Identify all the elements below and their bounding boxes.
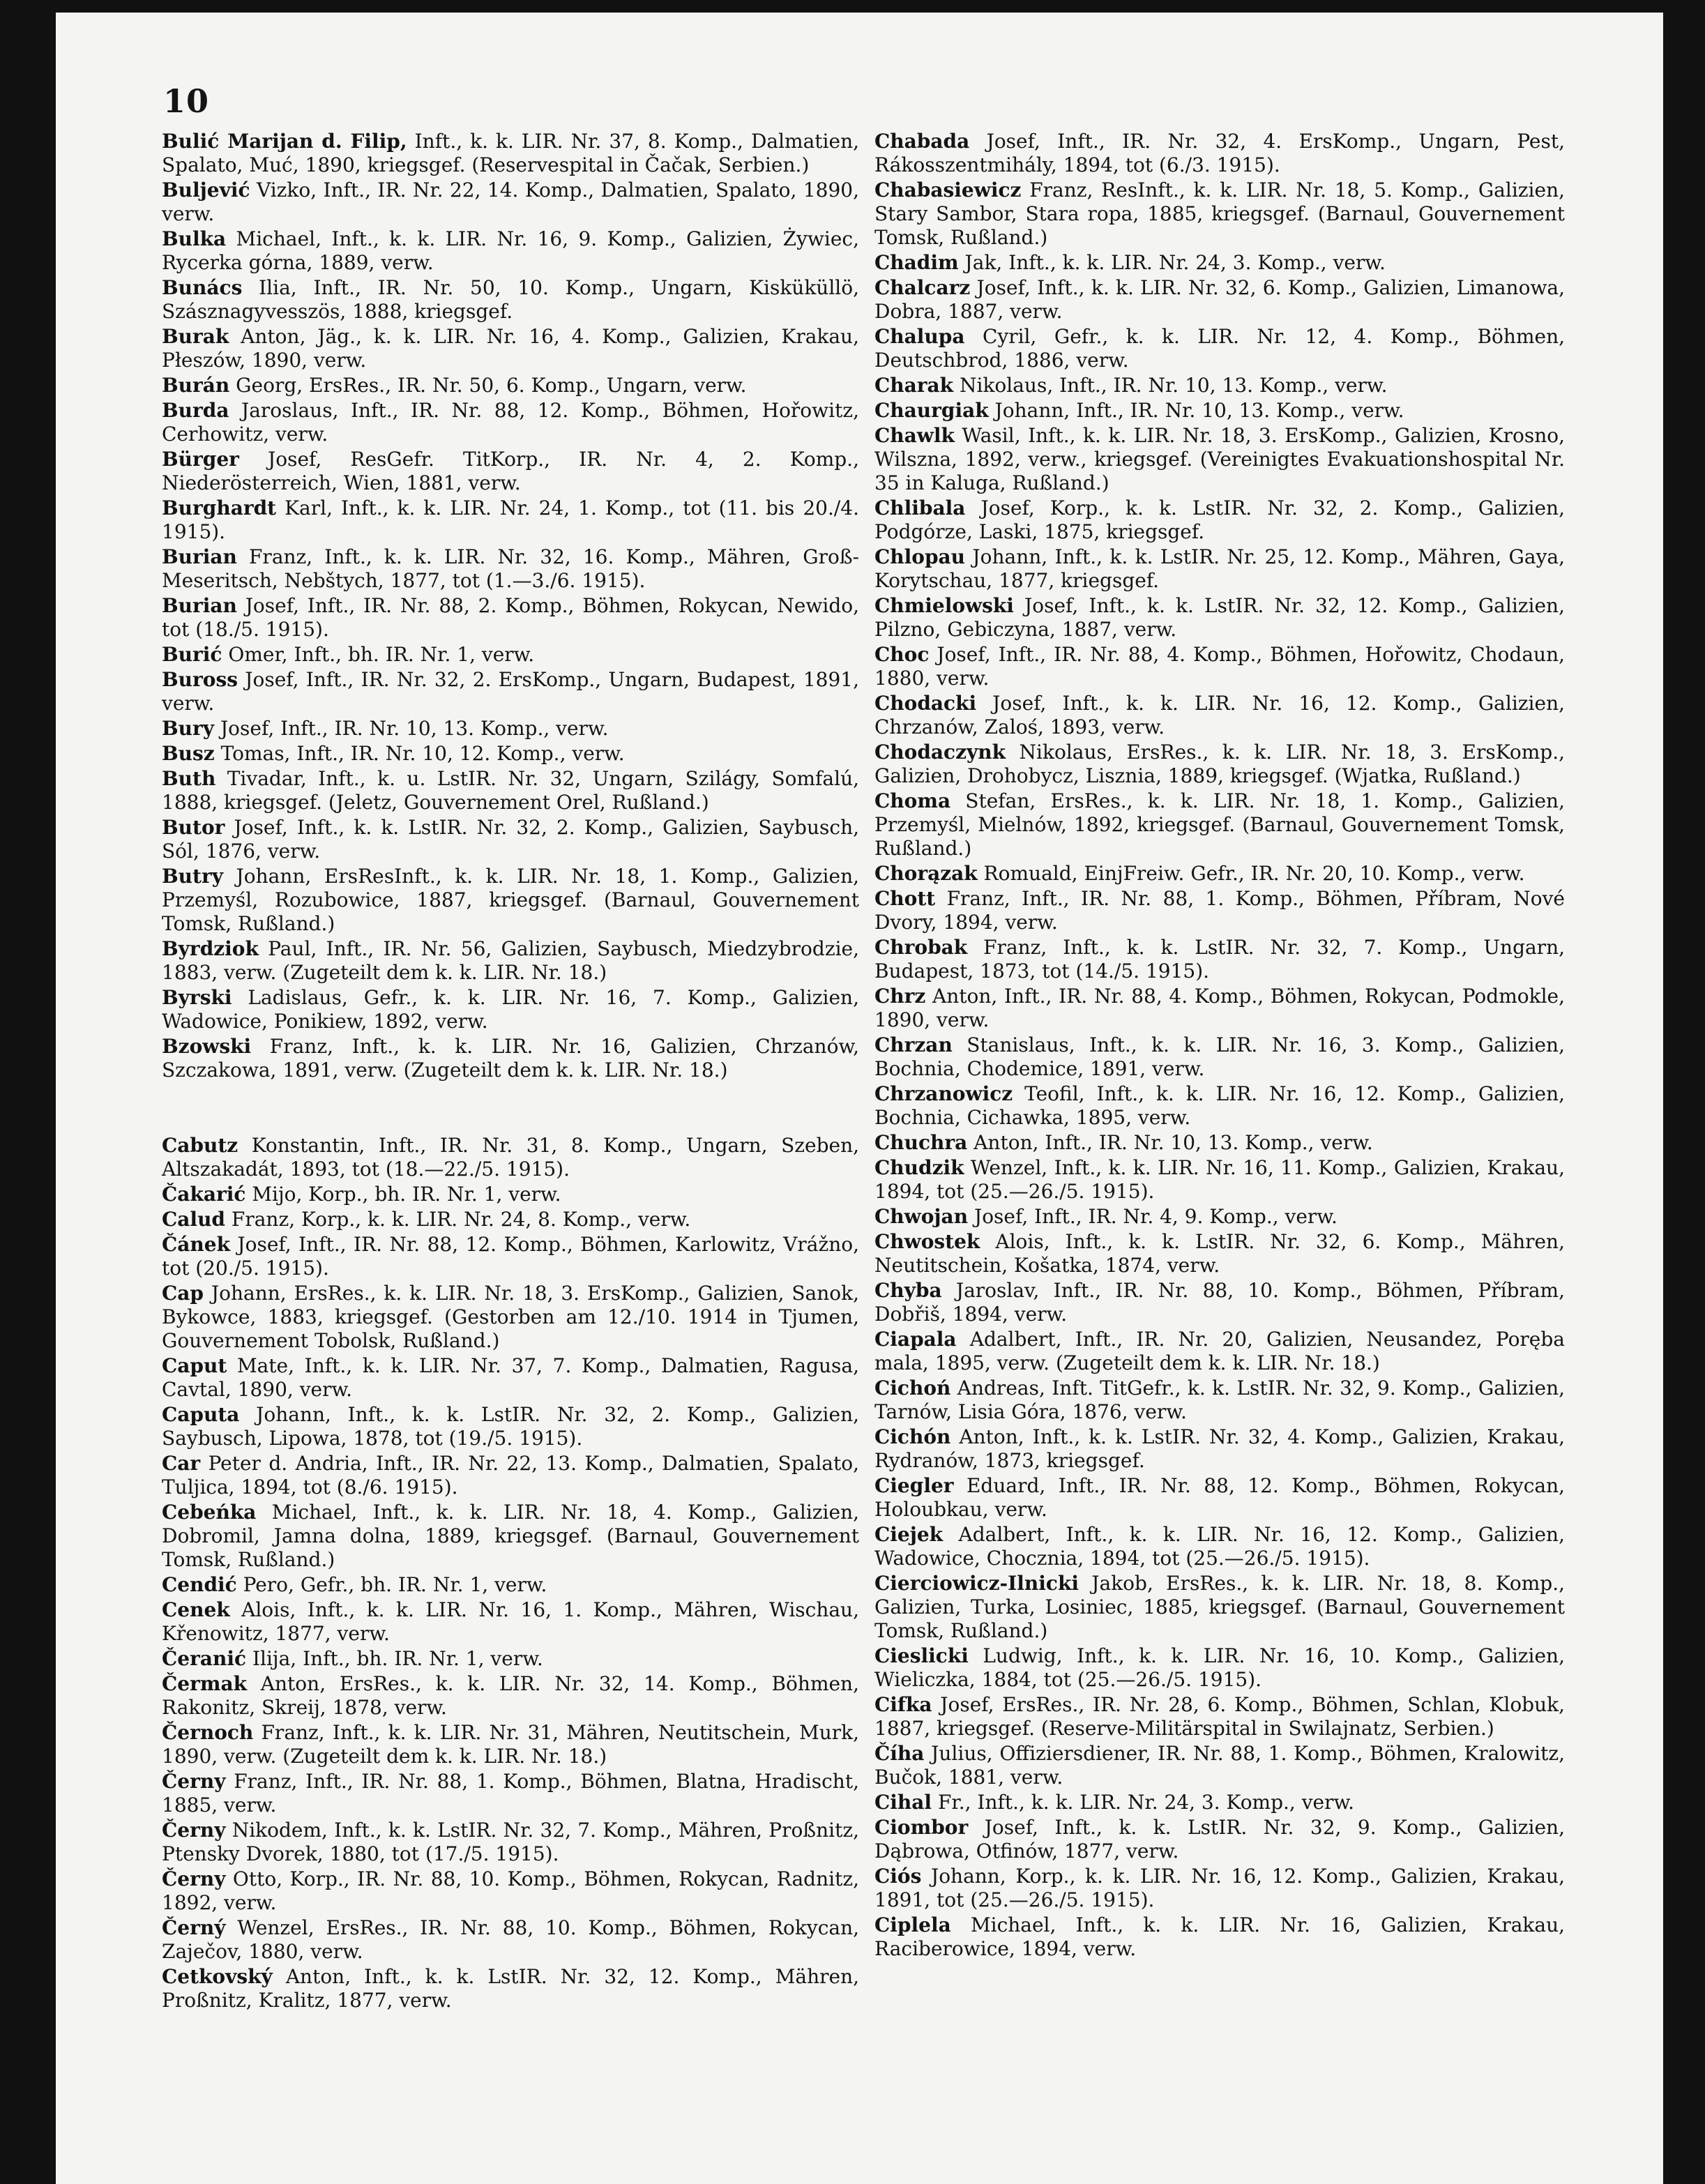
list-entry [162,1819,859,1866]
entry-details: Anton, Inft., IR. Nr. 88, 4. Komp., Böhmen, Rokycan, Podmokle, 1890, verw. [874,985,1565,1031]
entry-details: Josef, Inft., IR. Nr. 88, 4. Komp., Böhmen, Hořowitz, Chodaun, 1880, verw. [874,643,1565,690]
entry-surname: Cichón [874,1425,951,1448]
entry-details: Josef, Inft., k. k. LstIR. Nr. 32, 9. Komp., Galizien, Dąbrowa, Otfinów, 1877, verw. [874,1816,1565,1863]
list-entry [162,1183,859,1206]
list-entry [162,1035,859,1082]
entry-details: Franz, Korp., k. k. LIR. Nr. 24, 8. Komp., verw. [225,1208,691,1231]
entry-details: Anton, Inft., k. k. LstIR. Nr. 32, 4. Komp., Galizien, Krakau, Rydranów, 1873, kriegsgef. [874,1425,1565,1472]
entry-surname: Bury [162,717,215,740]
entry-surname: Čánek [162,1233,230,1256]
entry-surname: Chwojan [874,1205,969,1228]
entry-details: Andreas, Inft. TitGefr., k. k. LstIR. Nr. 32, 9. Komp., Galizien, Tarnów, Lisia Góra, 1876, verw. [874,1377,1565,1423]
list-entry [162,1647,859,1671]
page-number: 10 [163,82,210,120]
list-entry [162,1672,859,1720]
entry-details: Johann, Inft., k. k. LstIR. Nr. 32, 2. Komp., Galizien, Saybusch, Lipowa, 1878, tot (19./5. 1915). [162,1403,859,1450]
entry-details: Josef, Inft., IR. Nr. 32, 4. ErsKomp., Ungarn, Pest, Rákosszentmihály, 1894, tot (6./3. 1915). [874,130,1565,176]
entry-details: Josef, Inft., k. k. LstIR. Nr. 32, 2. Komp., Galizien, Saybusch, Sól, 1876, verw. [162,816,859,863]
entry-details: Peter d. Andria, Inft., IR. Nr. 22, 13. Komp., Dalmatien, Spalato, Tuljica, 1894, tot (8./6. 1915). [162,1452,859,1499]
list-entry [874,741,1565,788]
entry-details: Ilija, Inft., bh. IR. Nr. 1, verw. [246,1647,543,1670]
list-entry [874,1328,1565,1375]
entry-details: Georg, ErsRes., IR. Nr. 50, 6. Komp., Ungarn, verw. [229,374,747,397]
entry-details: Tivadar, Inft., k. u. LstIR. Nr. 32, Ungarn, Szilágy, Somfalú, 1888, kriegsgef. (Jeletz, Gouvernement Orel, Rußland.) [162,767,859,814]
entry-details: Franz, Inft., IR. Nr. 88, 1. Komp., Böhmen, Blatna, Hradischt, 1885, verw. [162,1770,859,1817]
list-entry [162,1573,859,1597]
entry-surname: Černy [162,1770,226,1793]
list-entry [162,1501,859,1572]
entry-details: Wenzel, Inft., k. k. LIR. Nr. 16, 11. Komp., Galizien, Krakau, 1894, tot (25.—26./5. 1915). [874,1156,1565,1203]
entry-surname: Chrzan [874,1033,953,1056]
entry-details: Inft., k. k. LIR. Nr. 37, 8. Komp., Dalmatien, Spalato, Muć, 1890, kriegsgef. (Reservespital in Čačak, Serbien.) [162,130,860,176]
entry-details: Romuald, EinjFreiw. Gefr., IR. Nr. 20, 10. Komp., verw. [977,862,1525,885]
list-entry [874,789,1565,860]
list-entry [162,643,859,667]
entry-surname: Choma [874,789,951,812]
list-entry [874,1377,1565,1424]
list-entry [874,1865,1565,1912]
entry-surname: Caput [162,1354,227,1377]
entry-details: Anton, Jäg., k. k. LIR. Nr. 16, 4. Komp., Galizien, Krakau, Płeszów, 1890, verw. [162,325,859,372]
entry-details: Josef, ErsRes., IR. Nr. 28, 6. Komp., Böhmen, Schlan, Klobuk, 1887, kriegsgef. (Reserve-Militärspital in Swilajnatz, Serbien.) [874,1693,1565,1740]
list-entry [874,1523,1565,1570]
entry-surname: Chudzik [874,1156,964,1179]
entry-details: Alois, Inft., k. k. LIR. Nr. 16, 1. Komp., Mähren, Wischau, Křenowitz, 1877, verw. [162,1598,859,1645]
list-entry [162,374,859,397]
entry-details: Josef, Inft., k. k. LIR. Nr. 16, 12. Komp., Galizien, Chrzanów, Zaloś, 1893, verw. [874,692,1565,738]
list-entry [162,668,859,715]
entry-details: Fr., Inft., k. k. LIR. Nr. 24, 3. Komp., verw. [932,1791,1355,1814]
list-entry [162,130,859,177]
entry-surname: Černy [162,1867,226,1890]
entry-details: Franz, Inft., IR. Nr. 88, 1. Komp., Böhmen, Příbram, Nové Dvory, 1894, verw. [874,887,1565,934]
entry-surname: Burán [162,374,230,397]
entry-surname: Ciapala [874,1328,957,1351]
entry-surname: Chrz [874,985,926,1008]
entry-details: Tomas, Inft., IR. Nr. 10, 12. Komp., verw. [214,742,625,765]
entry-surname: Čeranić [162,1647,247,1670]
entry-details: Michael, Inft., k. k. LIR. Nr. 18, 4. Komp., Galizien, Dobromil, Jamna dolna, 1889, kriegsgef. (Barnaul, Gouvernement Tomsk, Rußland.) [162,1501,859,1571]
entry-surname: Cabutz [162,1134,238,1157]
entry-surname: Busz [162,742,215,765]
entry-surname: Burian [162,545,237,568]
entry-details: Cyril, Gefr., k. k. LIR. Nr. 12, 4. Komp., Böhmen, Deutschbrod, 1886, verw. [874,325,1565,372]
entry-surname: Chott [874,887,936,910]
list-entry [874,1791,1565,1814]
entry-details: Josef, Inft., IR. Nr. 32, 2. ErsKomp., Ungarn, Budapest, 1891, verw. [162,668,859,715]
section-gap [162,1084,859,1134]
list-entry [874,862,1565,886]
entry-surname: Čakarić [162,1183,246,1206]
list-entry [162,448,859,495]
entry-details: Vizko, Inft., IR. Nr. 22, 14. Komp., Dalmatien, Spalato, 1890, verw. [162,179,859,225]
entry-details: Anton, ErsRes., k. k. LIR. Nr. 32, 14. Komp., Böhmen, Rakonitz, Skreij, 1878, verw. [162,1672,859,1719]
entry-surname: Cifka [874,1693,932,1716]
entry-details: Karl, Inft., k. k. LIR. Nr. 24, 1. Komp., tot (11. bis 20./4. 1915). [162,496,859,543]
entry-surname: Chrobak [874,936,968,959]
entry-details: Teofil, Inft., k. k. LIR. Nr. 16, 12. Komp., Galizien, Bochnia, Cichawka, 1895, verw. [874,1082,1565,1129]
entry-surname: Burghardt [162,496,277,520]
entry-surname: Chuchra [874,1131,968,1154]
entry-surname: Chabasiewicz [874,179,1022,202]
list-entry [162,1965,859,2012]
list-entry [874,985,1565,1032]
list-entry [874,424,1565,495]
entry-details: Alois, Inft., k. k. LstIR. Nr. 32, 6. Komp., Mähren, Neutitschein, Košatka, 1874, verw. [874,1230,1565,1277]
entry-surname: Burić [162,643,222,666]
list-entry [874,936,1565,983]
entry-surname: Chawlk [874,424,955,447]
entry-surname: Cetkovský [162,1965,273,1988]
list-entry [874,594,1565,642]
entry-details: Josef, Inft., k. k. LIR. Nr. 32, 6. Komp., Galizien, Limanowa, Dobra, 1887, verw. [874,276,1565,323]
list-entry [162,276,859,324]
list-entry [874,179,1565,250]
entry-details: Johann, Inft., k. k. LstIR. Nr. 25, 12. Komp., Mähren, Gaya, Korytschau, 1877, kriegsgef. [874,545,1565,592]
entry-surname: Cenek [162,1598,230,1621]
list-entry [162,986,859,1033]
entry-details: Jakob, ErsRes., k. k. LIR. Nr. 18, 8. Komp., Galizien, Turka, Losiniec, 1885, kriegsgef. (Barnaul, Gouvernement Tomsk, Rußland.) [874,1572,1565,1642]
list-entry [162,594,859,642]
list-entry [874,1693,1565,1741]
entry-surname: Černý [162,1916,226,1939]
entry-surname: Charak [874,374,954,397]
list-entry [874,1644,1565,1692]
list-entry [162,545,859,593]
list-entry [874,1033,1565,1081]
entry-surname: Čermak [162,1672,248,1695]
list-entry [162,496,859,544]
entry-surname: Cieslicki [874,1644,969,1667]
entry-details: Johann, ErsResInft., k. k. LIR. Nr. 18, 1. Komp., Galizien, Przemyśl, Rozubowice, 1887, kriegsgef. (Barnaul, Gouvernement Tomsk, Rußland.) [162,865,859,935]
list-entry [874,251,1565,275]
entry-details: Johann, Korp., k. k. LIR. Nr. 16, 12. Komp., Galizien, Krakau, 1891, tot (25.—26./5. 1915). [874,1865,1565,1911]
list-entry [162,227,859,275]
entry-details: Josef, Korp., k. k. LstIR. Nr. 32, 2. Komp., Galizien, Podgórze, Laski, 1875, kriegsgef. [874,496,1565,543]
entry-details: Nikodem, Inft., k. k. LstIR. Nr. 32, 7. Komp., Mähren, Proßnitz, Ptensky Dvorek, 1880, tot (17./5. 1915). [162,1819,859,1865]
list-entry [874,1082,1565,1130]
left-column [162,130,859,2014]
entry-surname: Choc [874,643,930,666]
entry-surname: Bzowski [162,1035,252,1058]
list-entry [874,1279,1565,1326]
entry-surname: Butor [162,816,225,839]
entry-surname: Černy [162,1819,226,1842]
entry-details: Josef, ResGefr. TitKorp., IR. Nr. 4, 2. Komp., Niederösterreich, Wien, 1881, verw. [162,448,859,494]
list-entry [874,1913,1565,1961]
entry-details: Josef, Inft., IR. Nr. 4, 9. Komp., verw. [968,1205,1338,1228]
entry-surname: Buross [162,668,238,691]
entry-details: Jaroslav, Inft., IR. Nr. 88, 10. Komp., Böhmen, Příbram, Dobřiš, 1894, verw. [874,1279,1565,1326]
list-entry [874,1425,1565,1473]
entry-surname: Chlibala [874,496,966,520]
entry-details: Mijo, Korp., bh. IR. Nr. 1, verw. [245,1183,561,1206]
list-entry [162,1770,859,1817]
entry-surname: Chorązak [874,862,978,885]
entry-surname: Cap [162,1282,204,1305]
entry-surname: Chrzanowicz [874,1082,1013,1105]
entry-surname: Caputa [162,1403,240,1426]
entry-surname: Buth [162,767,216,790]
list-entry [874,399,1565,423]
list-entry [162,937,859,985]
entry-surname: Car [162,1452,201,1475]
list-entry [874,1230,1565,1277]
entry-surname: Ciombor [874,1816,969,1839]
list-entry [874,1474,1565,1522]
entry-details: Julius, Offiziersdiener, IR. Nr. 88, 1. Komp., Böhmen, Kralowitz, Bučok, 1881, verw. [874,1742,1565,1789]
entry-details: Pero, Gefr., bh. IR. Nr. 1, verw. [236,1573,547,1596]
entry-surname: Chodacki [874,692,977,715]
entry-details: Omer, Inft., bh. IR. Nr. 1, verw. [222,643,535,666]
entry-surname: Ciplela [874,1913,951,1936]
entry-surname: Chabada [874,130,970,153]
entry-surname: Burak [162,325,229,348]
list-entry [874,276,1565,324]
entry-details: Franz, Inft., k. k. LstIR. Nr. 32, 7. Komp., Ungarn, Budapest, 1873, tot (14./5. 1915). [874,936,1565,983]
entry-details: Johann, Inft., IR. Nr. 10, 13. Komp., verw. [988,399,1404,422]
entry-details: Franz, Inft., k. k. LIR. Nr. 31, Mähren, Neutitschein, Murk, 1890, verw. (Zugeteilt dem k. k. LIR. Nr. 18.) [162,1721,859,1768]
entry-details: Adalbert, Inft., IR. Nr. 20, Galizien, Neusandez, Poręba mala, 1895, verw. (Zugeteilt dem k. k. LIR. Nr. 18.) [874,1328,1565,1374]
entry-details: Jak, Inft., k. k. LIR. Nr. 24, 3. Komp., verw. [958,251,1386,274]
entry-surname: Bulić Marijan d. Filip, [162,130,407,153]
entry-details: Adalbert, Inft., k. k. LIR. Nr. 16, 12. Komp., Galizien, Wadowice, Chocznia, 1894, tot (25.—26./5. 1915). [874,1523,1565,1570]
entry-surname: Chadim [874,251,959,274]
entry-surname: Bürger [162,448,239,471]
entry-details: Jaroslaus, Inft., IR. Nr. 88, 12. Komp., Böhmen, Hořowitz, Cerhowitz, verw. [162,399,859,446]
entry-surname: Ciejek [874,1523,944,1546]
entry-details: Michael, Inft., k. k. LIR. Nr. 16, Galizien, Krakau, Raciberowice, 1894, verw. [874,1913,1565,1960]
entry-details: Ludwig, Inft., k. k. LIR. Nr. 16, 10. Komp., Galizien, Wieliczka, 1884, tot (25.—26./5. 1915). [874,1644,1565,1691]
list-entry [874,1131,1565,1155]
list-entry [874,1572,1565,1643]
entry-details: Wasil, Inft., k. k. LIR. Nr. 18, 3. ErsKomp., Galizien, Krosno, Wilszna, 1892, verw., kriegsgef. (Vereinigtes Evakuationshospital Nr. 35 in Kaluga, Rußland.) [874,424,1565,494]
entry-details: Konstantin, Inft., IR. Nr. 31, 8. Komp., Ungarn, Szeben, Altszakadát, 1893, tot (18.—22./5. 1915). [162,1134,859,1181]
entry-surname: Chalupa [874,325,965,348]
list-entry [874,887,1565,934]
entry-surname: Byrski [162,986,232,1009]
entry-surname: Chalcarz [874,276,971,299]
entry-surname: Chlopau [874,545,966,568]
entry-surname: Číha [874,1742,925,1765]
entry-surname: Cichoń [874,1377,951,1400]
entry-details: Johann, ErsRes., k. k. LIR. Nr. 18, 3. ErsKomp., Galizien, Sanok, Bykowce, 1883, kriegsgef. (Gestorben am 12./10. 1914 in Tjumen, Gouvernement Tobolsk, Rußland.) [162,1282,859,1352]
entry-details: Ladislaus, Gefr., k. k. LIR. Nr. 16, 7. Komp., Galizien, Wadowice, Ponikiew, 1892, verw. [162,986,859,1033]
entry-surname: Calud [162,1208,225,1231]
entry-surname: Černoch [162,1721,254,1744]
list-entry [874,1742,1565,1789]
list-entry [162,1282,859,1353]
list-entry [874,496,1565,544]
entry-surname: Chodaczynk [874,741,1006,764]
scan-border-top [0,0,1705,13]
list-entry [162,179,859,226]
entry-details: Eduard, Inft., IR. Nr. 88, 12. Komp., Böhmen, Rokycan, Holoubkau, verw. [874,1474,1565,1521]
list-entry [162,767,859,814]
list-entry [874,1156,1565,1204]
list-entry [162,1916,859,1964]
entry-details: Stanislaus, Inft., k. k. LIR. Nr. 16, 3. Komp., Galizien, Bochnia, Chodemice, 1891, verw. [874,1033,1565,1080]
entry-surname: Burian [162,594,237,617]
entry-details: Anton, Inft., IR. Nr. 10, 13. Komp., verw. [967,1131,1373,1154]
entry-surname: Cendić [162,1573,237,1596]
list-entry [162,1721,859,1768]
list-entry [162,865,859,936]
entry-details: Josef, Inft., IR. Nr. 88, 2. Komp., Böhmen, Rokycan, Newido, tot (18./5. 1915). [162,594,859,641]
entry-surname: Burda [162,399,229,422]
entry-surname: Butry [162,865,223,888]
scan-border-right [1663,0,1705,2184]
entry-details: Mate, Inft., k. k. LIR. Nr. 37, 7. Komp., Dalmatien, Ragusa, Cavtal, 1890, verw. [162,1354,859,1401]
entry-surname: Chaurgiak [874,399,989,422]
list-entry [874,1205,1565,1229]
list-entry [874,692,1565,739]
list-entry [162,1354,859,1402]
entry-surname: Chwostek [874,1230,980,1253]
entry-surname: Byrdziok [162,937,259,960]
list-entry [874,374,1565,397]
entry-details: Nikolaus, Inft., IR. Nr. 10, 13. Komp., verw. [953,374,1388,397]
entry-surname: Chmielowski [874,594,1014,617]
list-entry [162,1452,859,1499]
entry-surname: Ciós [874,1865,922,1888]
entry-details: Josef, Inft., IR. Nr. 88, 12. Komp., Böhmen, Karlowitz, Vrážno, tot (20./5. 1915). [162,1233,859,1280]
list-entry [874,325,1565,372]
entry-details: Franz, ResInft., k. k. LIR. Nr. 18, 5. Komp., Galizien, Stary Sambor, Stara ropa, 1885, kriegsgef. (Barnaul, Gouvernement Tomsk, Rußland.) [874,179,1565,249]
right-column [874,130,1565,1962]
list-entry [162,1598,859,1646]
list-entry [162,325,859,372]
entry-details: Otto, Korp., IR. Nr. 88, 10. Komp., Böhmen, Rokycan, Radnitz, 1892, verw. [162,1867,859,1914]
entry-surname: Cierciowicz-Ilnicki [874,1572,1079,1595]
list-entry [162,1233,859,1280]
list-entry [874,1816,1565,1863]
entry-details: Franz, Inft., k. k. LIR. Nr. 16, Galizien, Chrzanów, Szczakowa, 1891, verw. (Zugeteilt dem k. k. LIR. Nr. 18.) [162,1035,859,1082]
entry-details: Paul, Inft., IR. Nr. 56, Galizien, Saybusch, Miedzybrodzie, 1883, verw. (Zugeteilt dem k. k. LIR. Nr. 18.) [162,937,859,984]
list-entry [874,130,1565,177]
entry-details: Anton, Inft., k. k. LstIR. Nr. 32, 12. Komp., Mähren, Proßnitz, Kralitz, 1877, verw. [162,1965,859,2012]
entry-details: Franz, Inft., k. k. LIR. Nr. 32, 16. Komp., Mähren, Groß-Meseritsch, Nebštych, 1877, tot (1.—3./6. 1915). [162,545,859,592]
entry-surname: Ciegler [874,1474,954,1497]
entry-details: Michael, Inft., k. k. LIR. Nr. 16, 9. Komp., Galizien, Żywiec, Rycerka górna, 1889, verw. [162,227,859,274]
entry-surname: Bunács [162,276,243,299]
entry-surname: Cebeńka [162,1501,257,1524]
list-entry [162,1134,859,1181]
list-entry [162,816,859,863]
list-entry [162,1867,859,1915]
entry-details: Josef, Inft., IR. Nr. 10, 13. Komp., verw. [214,717,609,740]
scan-border-left [0,0,56,2184]
list-entry [162,399,859,446]
entry-details: Josef, Inft., k. k. LstIR. Nr. 32, 12. Komp., Galizien, Pilzno, Gebiczyna, 1887, verw. [874,594,1565,641]
list-entry [874,545,1565,593]
entry-surname: Bulka [162,227,227,250]
list-entry [874,643,1565,690]
list-entry [162,742,859,766]
entry-surname: Buljević [162,179,250,202]
entry-details: Ilia, Inft., IR. Nr. 50, 10. Komp., Ungarn, Kisküküllö, Szásznagyvesszös, 1888, kriegsgef. [162,276,859,323]
list-entry [162,717,859,741]
entry-details: Stefan, ErsRes., k. k. LIR. Nr. 18, 1. Komp., Galizien, Przemyśl, Mielnów, 1892, kriegsgef. (Barnaul, Gouvernement Tomsk, Rußland.) [874,789,1565,860]
entry-details: Nikolaus, ErsRes., k. k. LIR. Nr. 18, 3. ErsKomp., Galizien, Drohobycz, Lisznia, 1889, kriegsgef. (Wjatka, Rußland.) [874,741,1565,787]
entry-surname: Cihal [874,1791,932,1814]
list-entry [162,1403,859,1450]
entry-details: Wenzel, ErsRes., IR. Nr. 88, 10. Komp., Böhmen, Rokycan, Zaječov, 1880, verw. [162,1916,859,1963]
entry-surname: Chyba [874,1279,942,1302]
list-entry [162,1208,859,1231]
